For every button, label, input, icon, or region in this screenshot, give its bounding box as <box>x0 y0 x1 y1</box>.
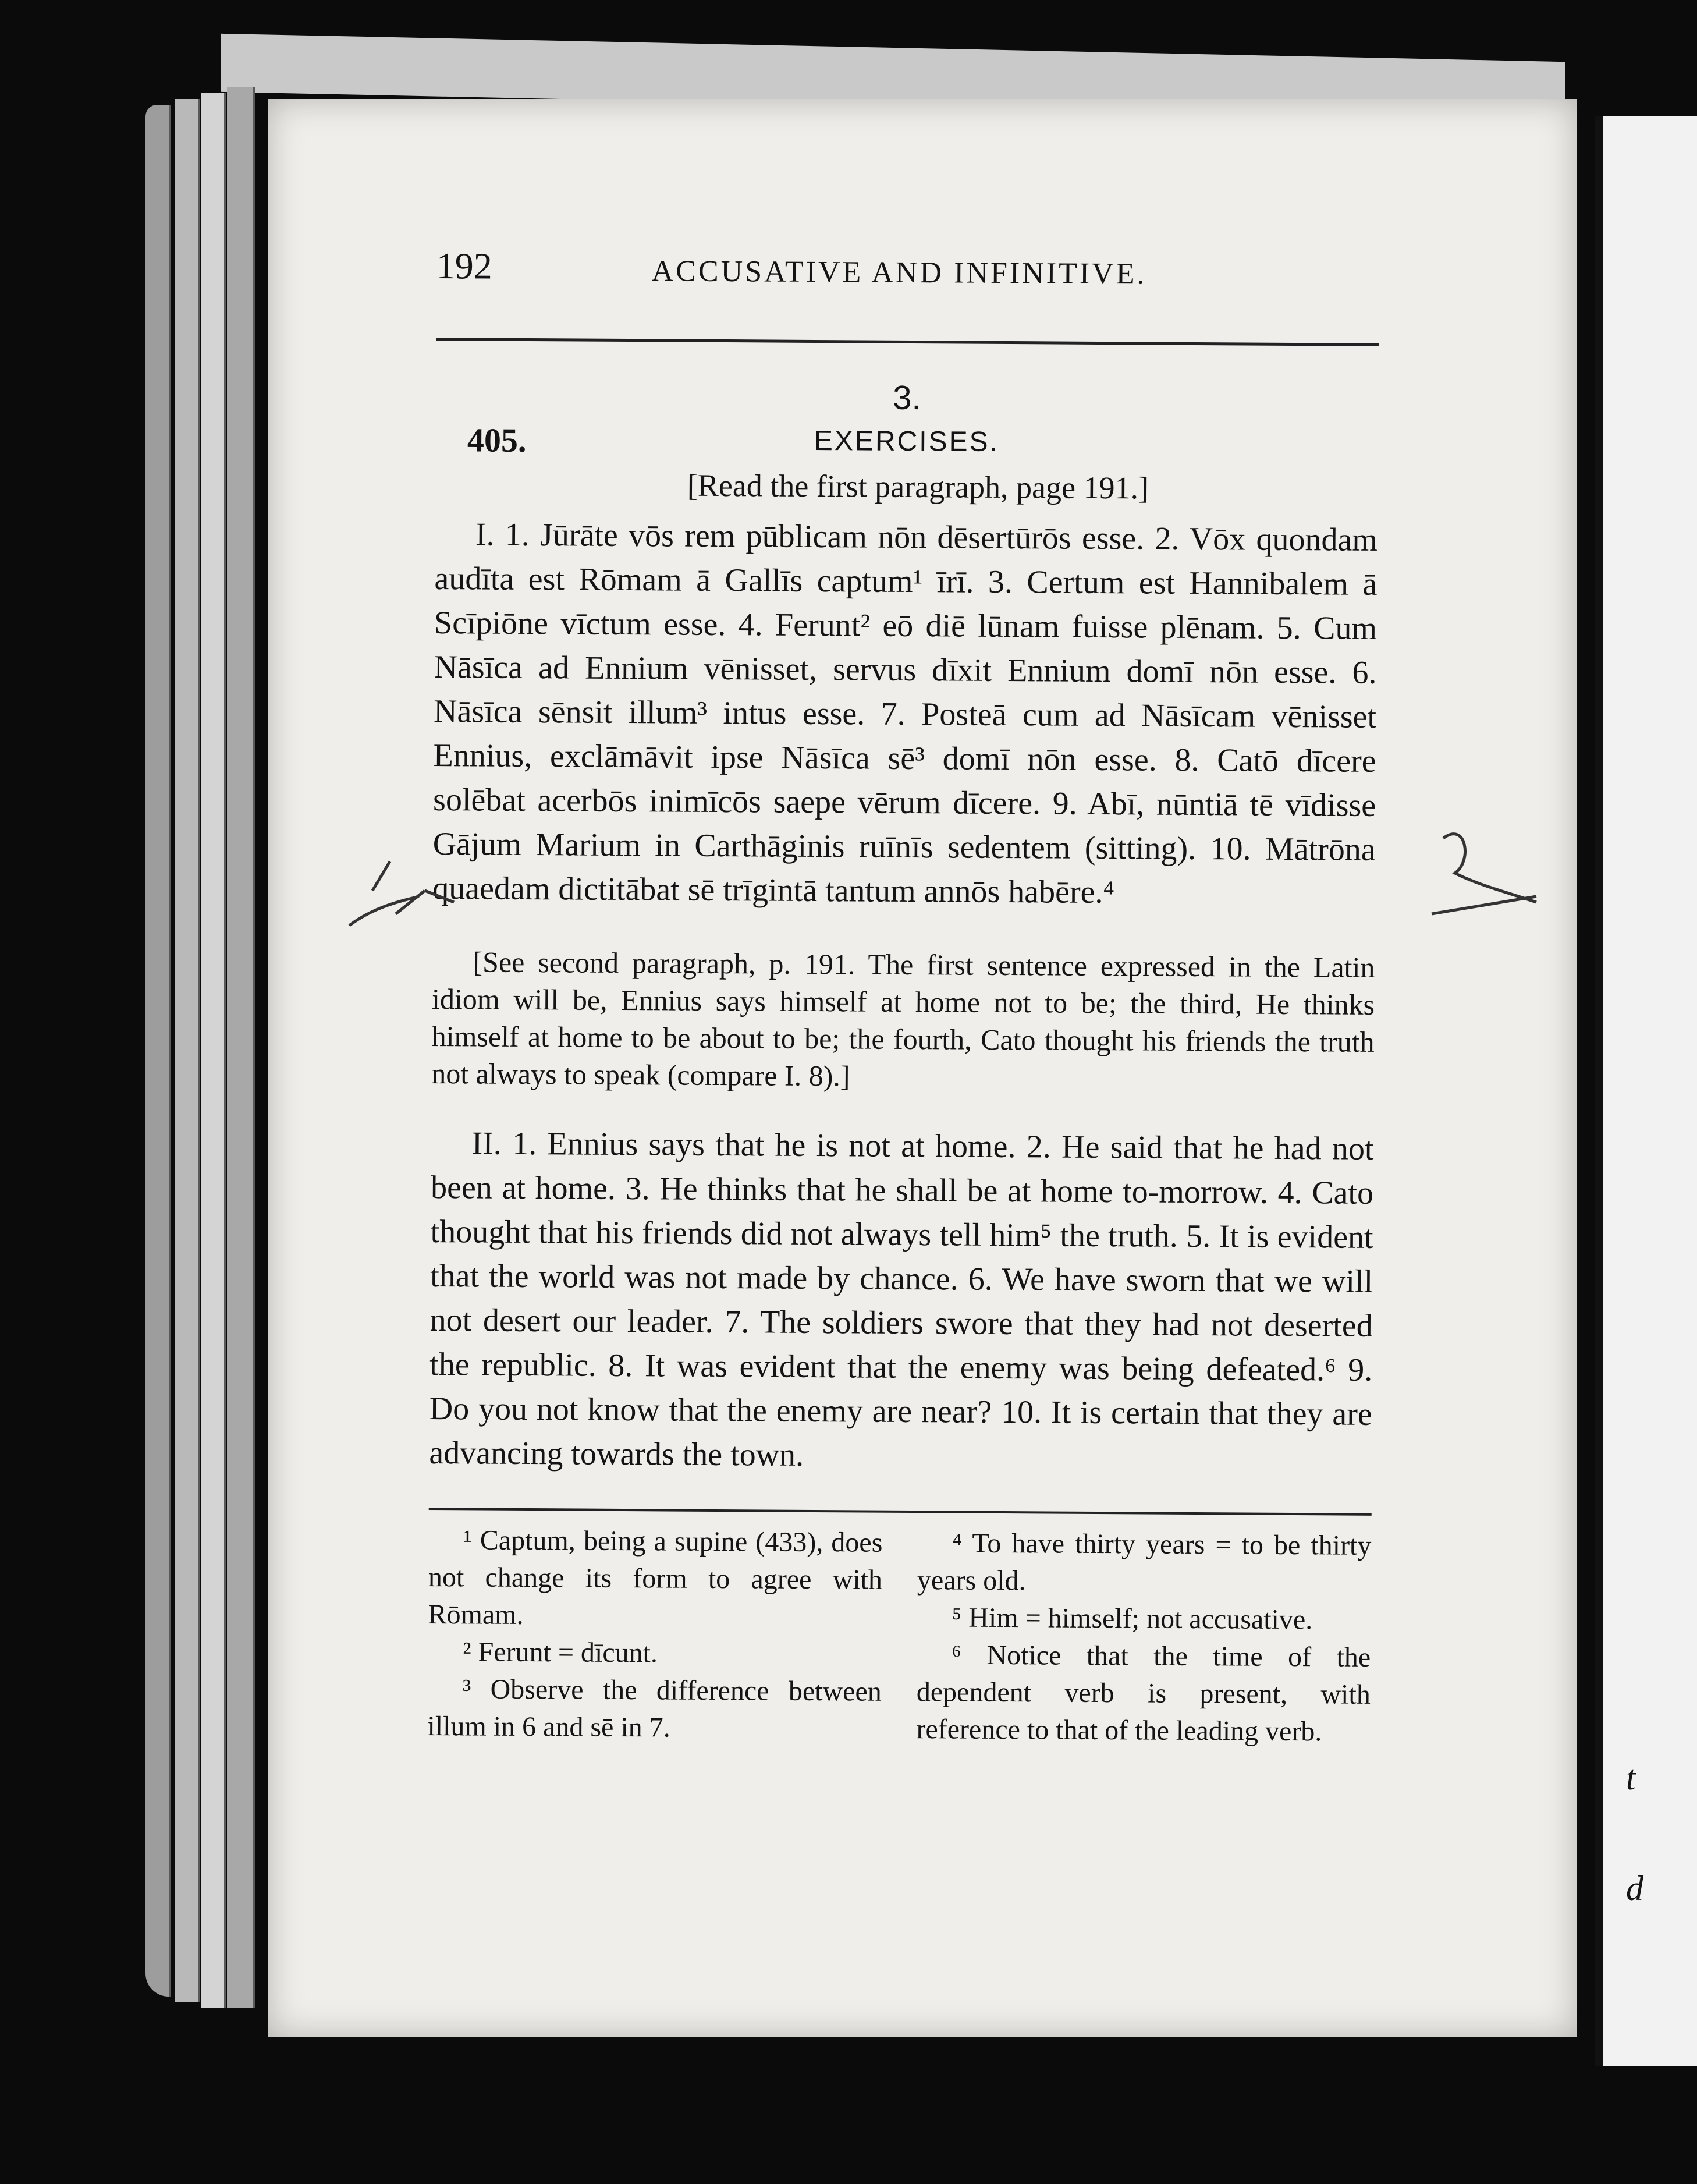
footnote: ⁵ Him = himself; not accusative. <box>952 1602 1313 1636</box>
header-rule <box>436 338 1379 346</box>
running-head: ACCUSATIVE AND INFINITIVE. <box>651 254 1147 291</box>
margin-pencil-mark-icon <box>1420 815 1571 931</box>
article-number: 405. <box>467 421 527 459</box>
book-page-edge <box>145 105 171 1997</box>
facing-page-fragment: d <box>1626 1869 1643 1908</box>
book-page-edge <box>227 87 255 2008</box>
book-page-edge <box>201 93 226 2008</box>
footnote: ² Ferunt = dīcunt. <box>463 1636 658 1669</box>
footnote: ⁴ To have thirty years = to be thirty years old. <box>917 1527 1372 1597</box>
page-content <box>427 244 1379 1751</box>
book-page <box>268 99 1577 2037</box>
footnote: ¹ Captum, being a supine (433), does not change its form to agree with Rōmam. <box>428 1524 883 1630</box>
section-number: 3. <box>893 378 921 417</box>
facing-page <box>1595 116 1697 2066</box>
facing-page-fragment: t <box>1626 1758 1636 1797</box>
footnotes-right-column <box>916 1524 1371 1751</box>
book-page-edge <box>175 99 200 2002</box>
exercise-english-paragraph: II. 1. Ennius says that he is not at home. 2. He said that he had not been at home. 3. He thinks that he shall be at home to-morrow. 4. Cato thought that his friends did not always tell him⁵ the truth. 5. It is evident that the world was not made by chance. 6. We have sworn that we will not desert our leader. 7. The soldiers swore that they had not deserted the republic. 8. It was evident that the enemy was being defeated.⁶ 9. Do you not know that the enemy are near? 10. It is certain that they are advancing towards the town. <box>429 1125 1374 1473</box>
footnotes <box>427 1522 1371 1751</box>
exercise-heading-row <box>435 414 1378 467</box>
read-note: [Read the first paragraph, page 191.] <box>687 467 1149 506</box>
exercise-latin-paragraph: I. 1. Jūrāte vōs rem pūblicam nōn dēsertūrōs esse. 2. Vōx quondam audīta est Rōmam ā Gallīs captum¹ īrī. 3. Certum est Hannibalem ā Scīpiōne vīctum esse. 4. Ferunt² eō diē lūnam fuisse plēnam. 5. Cum Nāsīca ad Ennium vēnisset, servus dīxit Ennium domī nōn esse. 6. Nāsīca sēnsit illum³ intus esse. 7. Posteā cum ad Nāsīcam vēnisset Ennius, exclāmāvit ipse Nāsīca sē³ domī nōn esse. 8. Catō dīcere solēbat acerbōs inimīcōs saepe vērum dīcere. 9. Abī, nūntiā tē vīdisse Gājum Marium in Carthāginis ruīnīs sedentem (sitting). 10. Mātrōna quaedam dictitābat sē trīgintā tantum annōs habēre.⁴ <box>432 516 1378 911</box>
footnote: ⁶ Notice that the time of the dependent verb is present, with reference to that of the leading verb. <box>916 1639 1371 1747</box>
footnote: ³ Observe the difference between illum in 6 and sē in 7. <box>427 1674 882 1743</box>
page-header <box>436 244 1379 320</box>
instruction-note: [See second paragraph, p. 191. The first sentence expressed in the Latin idiom will be, Ennius says himself at home not to be; the third, He thinks himself at home to be about to be; the fourth, Cato thought his friends the truth not always to speak (compare I. 8).] <box>431 945 1375 1093</box>
margin-pencil-mark-icon <box>338 827 489 943</box>
footnote-rule <box>429 1508 1372 1516</box>
footnotes-left-column <box>427 1522 882 1748</box>
page-number: 192 <box>436 245 492 287</box>
section-title: EXERCISES. <box>814 425 1000 458</box>
